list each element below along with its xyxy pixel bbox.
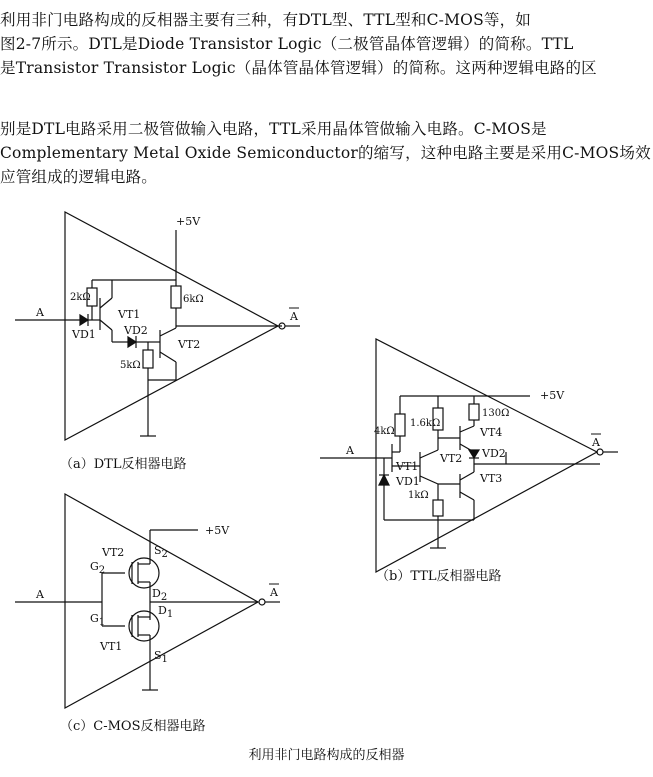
cmos-vt1-label: VT1	[100, 640, 123, 653]
ttl-r3-label: 130Ω	[482, 408, 510, 419]
ttl-caption: （b）TTL反相器电路	[376, 569, 502, 584]
text-line: 是Transistor Transistor Logic（晶体管晶体管逻辑）的简称。这两种逻辑电路的区	[0, 59, 597, 77]
dtl-vcc-label: +5V	[176, 215, 201, 228]
ttl-vt4-label: VT4	[480, 426, 503, 439]
cmos-vcc-label: +5V	[205, 524, 230, 537]
dtl-r3-label: 5kΩ	[120, 360, 141, 371]
ttl-vcc-label: +5V	[540, 389, 565, 402]
ttl-vt3-label: VT3	[480, 472, 503, 485]
text-line: 利用非门电路构成的反相器主要有三种，有DTL型、TTL型和C-MOS等，如	[0, 11, 532, 29]
dtl-vt1-label: VT1	[118, 308, 141, 321]
cmos-d1-label: D1	[158, 604, 174, 620]
inverter-circuits-figure	[0, 200, 653, 745]
dtl-r2-label: 6kΩ	[183, 294, 204, 305]
cmos-output-label: A	[270, 586, 278, 599]
dtl-output-label: A	[290, 310, 298, 323]
ttl-vd1-label: VD1	[396, 475, 420, 488]
dtl-vd2-label: VD2	[124, 324, 148, 337]
cmos-d2-label: D2	[152, 587, 168, 603]
ttl-r2-label: 1.6kΩ	[410, 418, 441, 429]
cmos-g2-label: G2	[90, 560, 106, 576]
ttl-output-label: A	[592, 436, 600, 449]
ttl-r1-label: 4kΩ	[374, 426, 395, 437]
dtl-r1-label: 2kΩ	[70, 292, 91, 303]
cmos-g1-label: G1	[90, 612, 106, 628]
dtl-vd1-label: VD1	[72, 328, 96, 341]
ttl-input-label: A	[346, 444, 354, 457]
text-line: 别是DTL电路采用二极管做输入电路，TTL采用晶体管做输入电路。C-MOS是	[0, 120, 547, 138]
paragraph-intro	[0, 8, 653, 80]
ttl-r4-label: 1kΩ	[408, 490, 429, 501]
ttl-vt2-label: VT2	[440, 452, 463, 465]
ttl-vt1-label: VT1	[396, 460, 419, 473]
ttl-inverter-diagram	[320, 339, 618, 572]
text-line: 应管组成的逻辑电路。	[0, 168, 158, 186]
ttl-vd2-label: VD2	[482, 447, 506, 460]
cmos-inverter-diagram	[15, 494, 280, 708]
text-line: Complementary Metal Oxide Semiconductor的缩写，这种电路主要是采用C-MOS场效	[0, 144, 651, 162]
dtl-vt2-label: VT2	[178, 338, 201, 351]
paragraph-continued	[0, 117, 653, 189]
dtl-caption: （a）DTL反相器电路	[60, 457, 187, 472]
cmos-input-label: A	[36, 588, 44, 601]
cmos-s1-label: S1	[154, 649, 168, 665]
dtl-input-label: A	[36, 306, 44, 319]
cmos-vt2-label: VT2	[102, 546, 125, 559]
figure-footer-caption: 利用非门电路构成的反相器	[248, 748, 405, 763]
text-line: 图2-7所示。DTL是Diode Transistor Logic（二极管晶体管逻辑）的简称。TTL	[0, 35, 574, 53]
cmos-caption: （c）C-MOS反相器电路	[60, 719, 206, 734]
dtl-inverter-diagram	[15, 212, 300, 440]
cmos-s2-label: S2	[154, 544, 168, 560]
